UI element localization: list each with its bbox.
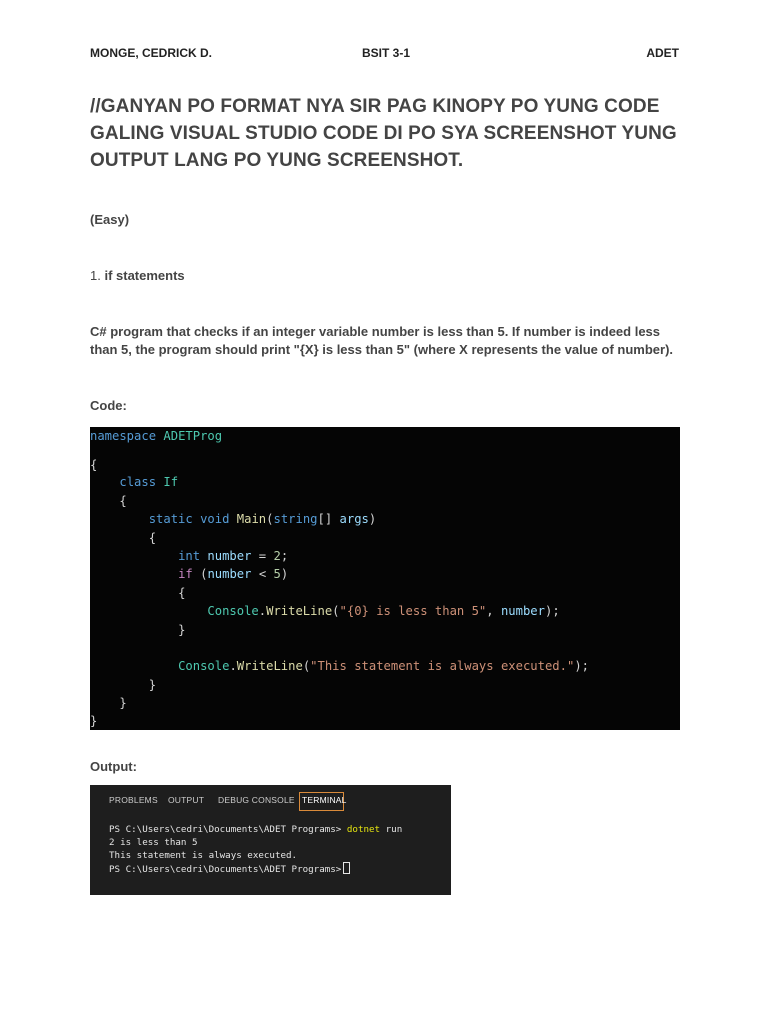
course: ADET xyxy=(646,46,679,60)
code-line: { xyxy=(90,458,98,472)
code-line: } xyxy=(148,678,157,692)
code-line: Console.WriteLine("This statement is always executed."); xyxy=(178,659,590,673)
code-line: int number = 2; xyxy=(178,549,289,563)
code-line: { xyxy=(119,494,127,508)
code-block xyxy=(90,427,680,730)
page-header xyxy=(90,46,679,64)
terminal-line: 2 is less than 5 xyxy=(109,837,198,848)
terminal-line: PS C:\Users\cedri\Documents\ADET Programs> dotnet run xyxy=(109,824,403,835)
page-title: //GANYAN PO FORMAT NYA SIR PAG KINOPY PO YUNG CODE GALING VISUAL STUDIO CODE DI PO SYA SCREENSHOT YUNG OUTPUT LANG PO YUNG SCREENSHOT. xyxy=(90,96,677,171)
output-label: Output: xyxy=(90,759,137,774)
section: BSIT 3-1 xyxy=(362,46,411,60)
code-line: namespace ADETProg xyxy=(90,429,223,443)
tab-problems: PROBLEMS xyxy=(109,795,158,805)
terminal-line: PS C:\Users\cedri\Documents\ADET Programs> xyxy=(109,862,350,876)
code-line: if (number < 5) xyxy=(178,567,289,581)
problem-description: C# program that checks if an integer variable number is less than 5. If number is indeed less than 5, the program should print "{X} is less than 5" (where X represents the value of number). xyxy=(90,324,674,357)
code-label: Code: xyxy=(90,398,127,413)
code-line: Console.WriteLine("{0} is less than 5", number); xyxy=(207,604,560,618)
difficulty-label: (Easy) xyxy=(90,212,130,227)
code-line: class If xyxy=(119,475,179,489)
terminal-line: This statement is always executed. xyxy=(109,850,298,861)
item-number: 1. xyxy=(90,268,101,283)
code-line: } xyxy=(119,696,127,710)
code-line: static void Main(string[] args) xyxy=(148,512,377,526)
student-name: MONGE, CEDRICK D. xyxy=(90,46,213,60)
code-line: { xyxy=(148,531,157,545)
tab-terminal: TERMINAL xyxy=(302,795,347,805)
tab-debug-console: DEBUG CONSOLE xyxy=(218,795,295,805)
code-line: } xyxy=(178,623,186,637)
code-line: } xyxy=(90,714,98,728)
code-line: { xyxy=(178,586,186,600)
terminal-cursor xyxy=(343,862,350,874)
tab-output: OUTPUT xyxy=(168,795,205,805)
item-heading xyxy=(90,268,185,283)
item-topic: if statements xyxy=(104,268,185,283)
terminal-screenshot xyxy=(90,785,451,895)
